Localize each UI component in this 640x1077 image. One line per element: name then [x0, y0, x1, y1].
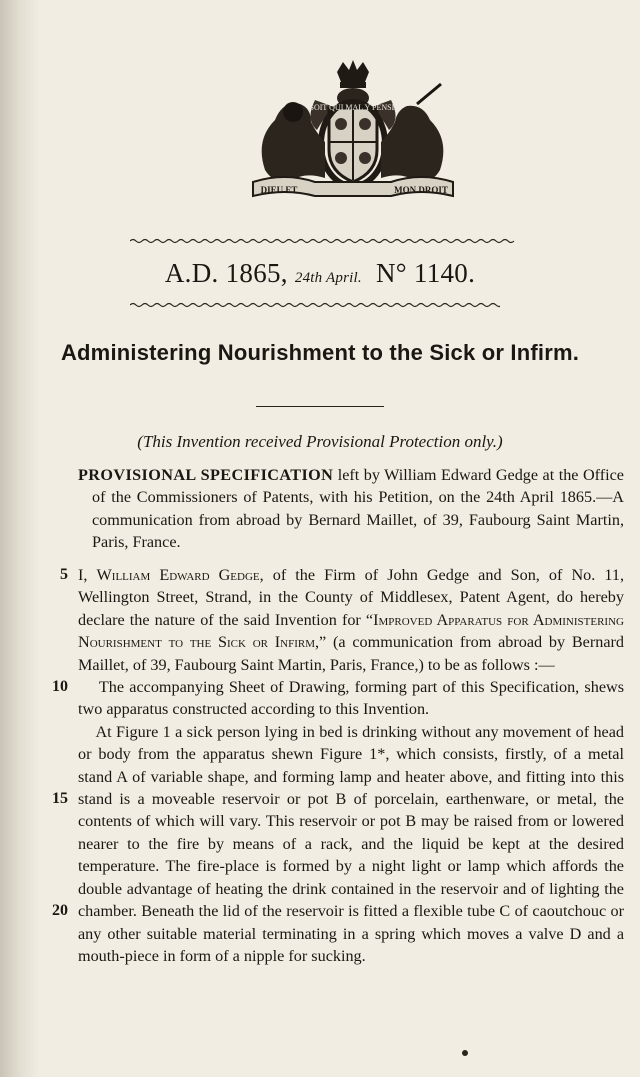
motto-left: DIEU ET	[260, 185, 298, 195]
royal-coat-of-arms-seal	[245, 60, 460, 200]
patent-header	[0, 258, 640, 289]
drawing-paragraph: The accompanying Sheet of Drawing, forming part of this Specification, shews two apparatus constructed according to this Invention.	[78, 678, 624, 719]
inventor-name: William Edward Gedge	[96, 566, 260, 584]
specification-paragraph	[78, 464, 624, 554]
declaration-paragraph: I, William Edward Gedge, of the Firm of John Gedge and Son, of No. 11, Wellington Street, Strand, in the County of Middlesex, Patent Agent, do hereby declare the nature of the said Invention for “Improved Apparatus for Administering Nourishment to the Sick or Infirm,” (a communication from abroad by Bernard Maillet, of 39, Faubourg Saint Martin, Paris, France,) to be as follows :—	[78, 566, 624, 674]
provisional-note: (This Invention received Provisional Protection only.)	[137, 432, 503, 451]
specification-heading: PROVISIONAL SPECIFICATION	[78, 466, 334, 484]
body-text	[78, 564, 624, 967]
title-rule	[256, 406, 384, 407]
date-text: 24th April.	[294, 270, 362, 286]
specification-intro: left by William Edward Gedge at the Office of the Commissioners of Patents, with his Petition, on the 24th April 1865.—A communication from abroad by Bernard Maillet, of 39, Faubourg Saint Martin, Paris, France.	[92, 466, 624, 552]
document-title: Administering Nourishment to the Sick or Infirm.	[60, 340, 580, 365]
line-number-20: 20	[52, 902, 68, 919]
ink-mark	[462, 1050, 468, 1056]
figure-paragraph: At Figure 1 a sick person lying in bed is drinking without any movement of head or body from the apparatus shewn Figure 1*, which consists, firstly, of a metal stand A of variable shape, and forming lamp and heater above, and fitting into this stand is a moveable reservoir or pot B of porcelain, earthenware, or metal, the contents of which will vary. This reservoir or pot B may be raised from or lowered nearer to the fire by means of a rack, and the liquid be kept at the desired temperature. The fire-place is formed by a night light or lamp which affords the double advantage of heating the drink contained in the reservoir and of lighting the chamber. Beneath the lid of the reservoir is fitted a flexible tube C of caoutchouc or any other suitable material terminating in a spring which moves a valve D and a mouth-piece in form of a nipple for sucking.	[78, 722, 625, 965]
garter-motto: SOIT QUI MAL Y PENSE	[309, 103, 397, 112]
year-text: A.D. 1865,	[164, 258, 288, 288]
line-number-5: 5	[60, 566, 68, 583]
line-number-15: 15	[52, 790, 68, 807]
bottom-wavy-rule	[130, 300, 500, 310]
patent-number: N° 1140.	[375, 258, 476, 288]
motto-right: MON DROIT	[394, 185, 448, 195]
line-number-10: 10	[52, 678, 68, 695]
top-wavy-rule	[130, 236, 525, 246]
invention-title: Improved Apparatus for Administering Nourishment to the Sick or Infirm	[78, 610, 624, 652]
